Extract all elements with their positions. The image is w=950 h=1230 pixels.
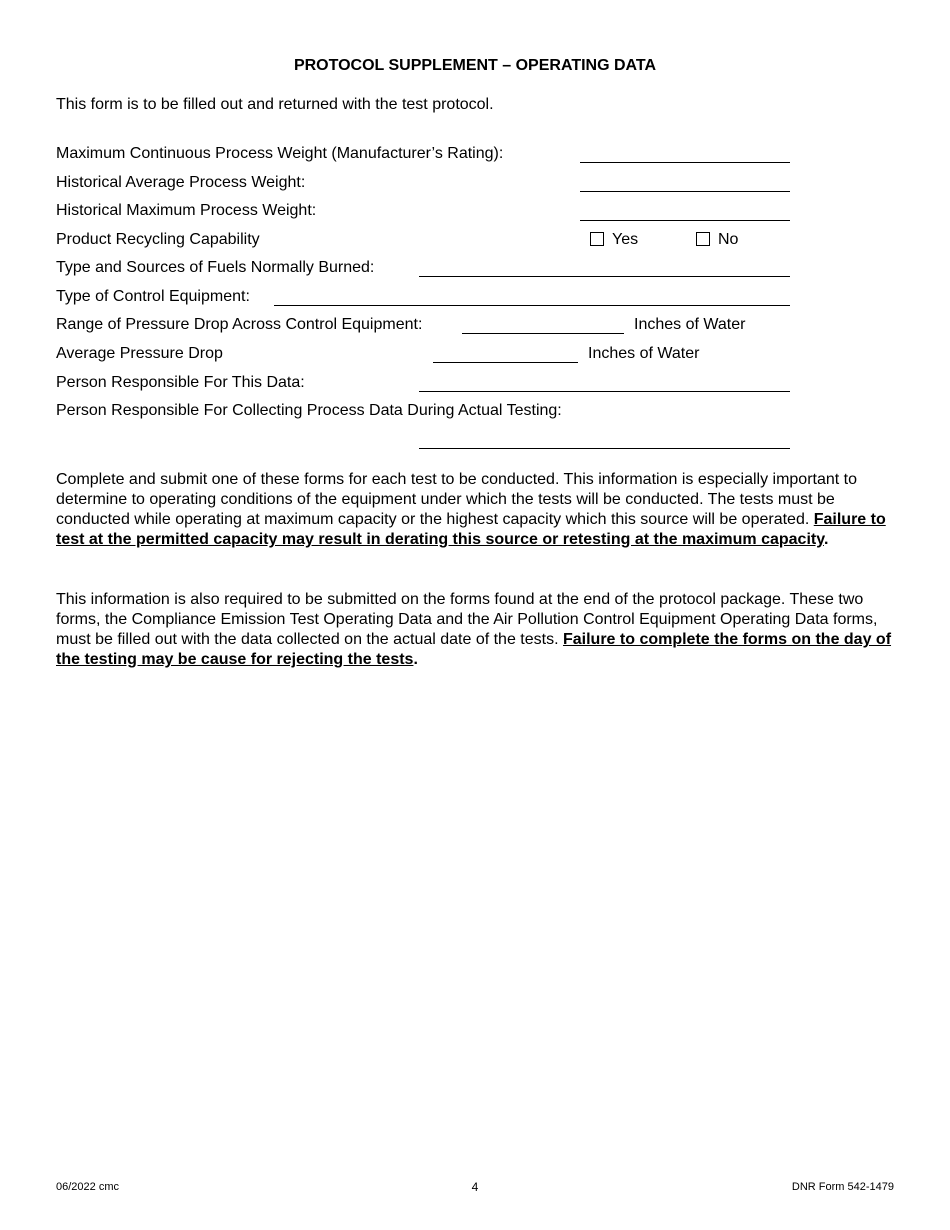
person-data-label: Person Responsible For This Data:: [56, 374, 305, 391]
pressure-range-field[interactable]: [462, 333, 624, 334]
person-collecting-label: Person Responsible For Collecting Process Data During Actual Testing:: [56, 402, 562, 419]
instructions-text: Complete and submit one of these forms for each test to be conducted. This information is especially important to determine to operating conditions of the equipment under which the tests will be conducted. The tests must be conducted while operating at maximum capacity or the highest capacity which this source will be operated.: [56, 471, 858, 528]
instructions-warning: Failure to test at the permitted capacity may result in derating this source or retesting at the maximum capacity: [56, 511, 886, 548]
hist-avg-label: Historical Average Process Weight:: [56, 174, 306, 191]
recycling-label: Product Recycling Capability: [56, 231, 260, 248]
fuels-label: Type and Sources of Fuels Normally Burned:: [56, 259, 375, 276]
requirements-end: .: [413, 651, 418, 668]
footer-form-number: DNR Form 542-1479: [791, 1181, 894, 1193]
no-checkbox[interactable]: [696, 232, 710, 246]
yes-checkbox[interactable]: [590, 232, 604, 246]
page-title: PROTOCOL SUPPLEMENT – OPERATING DATA: [293, 57, 657, 74]
max-continuous-label: Maximum Continuous Process Weight (Manufacturer’s Rating):: [56, 145, 504, 162]
person-collecting-field[interactable]: [419, 448, 790, 449]
avg-pressure-label: Average Pressure Drop: [56, 345, 223, 362]
footer-page-number: 4: [471, 1180, 479, 1194]
fuels-field[interactable]: [419, 276, 790, 277]
avg-pressure-field[interactable]: [433, 362, 578, 363]
no-label: No: [718, 231, 739, 248]
max-continuous-field[interactable]: [580, 162, 790, 163]
control-equipment-label: Type of Control Equipment:: [56, 288, 250, 305]
requirements-warning: Failure to complete the forms on the day of the testing may be cause for rejecting the tests: [56, 631, 892, 668]
instructions-paragraph: [56, 470, 896, 550]
person-data-field[interactable]: [419, 391, 790, 392]
requirements-paragraph: [56, 590, 896, 670]
control-equipment-field[interactable]: [274, 305, 790, 306]
avg-pressure-unit: Inches of Water: [588, 345, 700, 362]
yes-label: Yes: [612, 231, 639, 248]
requirements-text: This information is also required to be submitted on the forms found at the end of the protocol package. These two forms, the Compliance Emission Test Operating Data and the Air Pollution Control Equipment Operating Data forms, must be filled out with the data collected on the actual date of the tests.: [56, 591, 878, 648]
hist-max-label: Historical Maximum Process Weight:: [56, 202, 317, 219]
intro-text: This form is to be filled out and returned with the test protocol.: [56, 96, 494, 113]
hist-avg-field[interactable]: [580, 191, 790, 192]
pressure-range-label: Range of Pressure Drop Across Control Equipment:: [56, 316, 423, 333]
pressure-range-unit: Inches of Water: [634, 316, 746, 333]
instructions-end: .: [823, 531, 829, 548]
hist-max-field[interactable]: [580, 220, 790, 221]
footer-date: 06/2022 cmc: [56, 1181, 119, 1193]
